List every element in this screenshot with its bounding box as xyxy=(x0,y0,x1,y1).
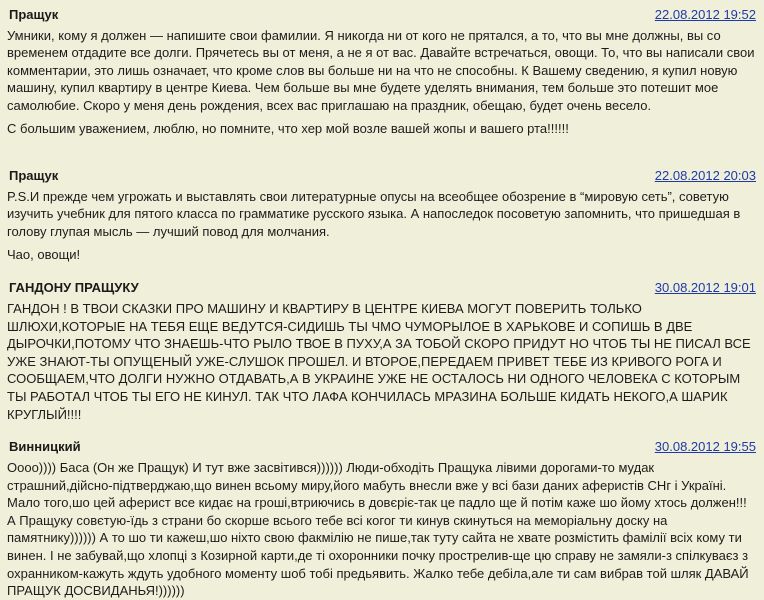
comment-body xyxy=(7,27,759,137)
comment-date-link[interactable]: 30.08.2012 19:55 xyxy=(654,439,756,454)
comment-date-link[interactable]: 30.08.2012 19:01 xyxy=(654,280,756,295)
comment-item xyxy=(0,438,764,600)
comment-text: Умники, кому я должен — напишите свои фамилии. Я никогда ни от кого не прятался, а то, что вы мне должны, вы со временем отдадите все долги. Прячетесь вы от меня, а не я от вас. Давайте встречаться, овощи. То, что вы написали свои комментарии, это лишь означает, что кроме слов вы больше ни на что не способны. К Вашему сведению, я купил новую машину, купил квартиру в центре Киева. Чем больше вы мне будете уделять внимания, тем больше это потешит мое самолюбие. Скоро у меня день рождения, всех вас приглашаю на праздник, обещаю, будет очень весело. xyxy=(7,28,755,113)
comment-date-link[interactable]: 22.08.2012 19:52 xyxy=(654,7,756,22)
comment-text: Оооо)))) Баса (Он же Пращук) И тут вже засвітився)))))) Люди-обходіть Пращука лівими дорогами-то мудак страшний,дійсно-підтверджаю,що винен всьому миру,його мабуть внесли вже у всі бази даних аферистів СНг і Україні. Мало того,шо цей аферист все кидає на гроші,втриючись в довєріє-так це падло ще й потім каже шо йому хтось должен!!! А Пращуку совєтую-їдь з страни бо скорше всього тебе всі когог ти кинув скинуться на меморіальну доску на памятнику)))))) А то шо ти кажеш,шо ніхто свою факмілію не пише,так туту сайта не хвате розмістить фамілії всіх кому ти винен. І не забувай,що хлопці з Козирной карти,де ті охоронники почку прострелив-ще цю справу не замяли-з спілкуваєз з охранником-кажуть ждуть удобного моменту шоб тобі предьявить. Жалко тебе дебіла,але ти сам вибрав той шляк ДАВАЙ ПРАЩУК ДОСВИДАНЬЯ!)))))) xyxy=(7,460,749,599)
comment-author: Винницкий xyxy=(9,439,81,454)
comment-header xyxy=(7,167,759,185)
comment-text: Чао, овощи! xyxy=(7,247,81,263)
comment-header xyxy=(7,6,759,24)
comment-header xyxy=(7,279,759,297)
comment-body xyxy=(7,188,759,264)
comment-item xyxy=(0,6,764,137)
comment-item xyxy=(0,279,764,423)
comment-header xyxy=(7,438,759,456)
comment-body xyxy=(7,459,759,600)
comment-author: Пращук xyxy=(9,168,59,183)
comment-author: Пращук xyxy=(9,7,59,22)
comment-author: ГАНДОНУ ПРАЩУКУ xyxy=(9,280,139,295)
comment-text: С большим уважением, люблю, но помните, что хер мой возле вашей жопы и вашего рта!!!!!! xyxy=(7,121,569,137)
comment-text: ГАНДОН ! В ТВОИ СКАЗКИ ПРО МАШИНУ И КВАРТИРУ В ЦЕНТРЕ КИЕВА МОГУТ ПОВЕРИТЬ ТОЛЬКО ШЛЮХИ,КОТОРЫЕ НА ТЕБЯ ЕЩЕ ВЕДУТСЯ-СИДИШЬ ТЫ ЧМО ЧУМОРЫЛОЕ В ХАРЬКОВЕ И СОПИШЬ В ДВЕ ДЫРОЧКИ,ПОТОМУ ЧТО ЗНАЕШЬ-ЧТО РЫЛО ТВОЕ В ПУХУ,А ЗА ТОБОЙ СКОРО ПРИДУТ НО ЧТОБ ТЫ НЕ ПИСАЛ ВСЕ УЖЕ ЗНАЮТ-ТЫ ОПУЩЕНЫЙ УЖЕ-СЛУШОК ПРОШЕЛ. И ВТОРОЕ,ПЕРЕДАЕМ ПРИВЕТ ТЕБЕ ИЗ КРИВОГО РОГА И СООБЩАЕМ,ЧТО ДОЛГИ НУЖНО ОТДАВАТЬ,А В УКРАИНЕ УЖЕ НЕ ОСТАЛОСЬ НИ ОДНОГО ЧЕЛОВЕКА С КОТОРЫМ ТЫ РАБОТАЛ ЧТОБ ТЫ ЕГО НЕ КИНУЛ. ТАК ЧТО ЛАФА КОНЧИЛАСЬ МРАЗИНА БОЛЬШЕ КИДАТЬ НЕКОГО,А ШАРИК КРУГЛЫЙ!!!! xyxy=(7,301,751,422)
comment-item xyxy=(0,167,764,264)
comment-text: P.S.И прежде чем угрожать и выставлять свои литературные опусы на всеобщее обозрение в “мировую сеть”, советую изучить учебник для пятого класса по грамматике русского языка. А напоследок посоветую запомнить, что пришедшая в голову глупая мысль — лучший повод для молчания. xyxy=(7,189,741,239)
comment-date-link[interactable]: 22.08.2012 20:03 xyxy=(654,168,756,183)
comment-body xyxy=(7,300,759,423)
